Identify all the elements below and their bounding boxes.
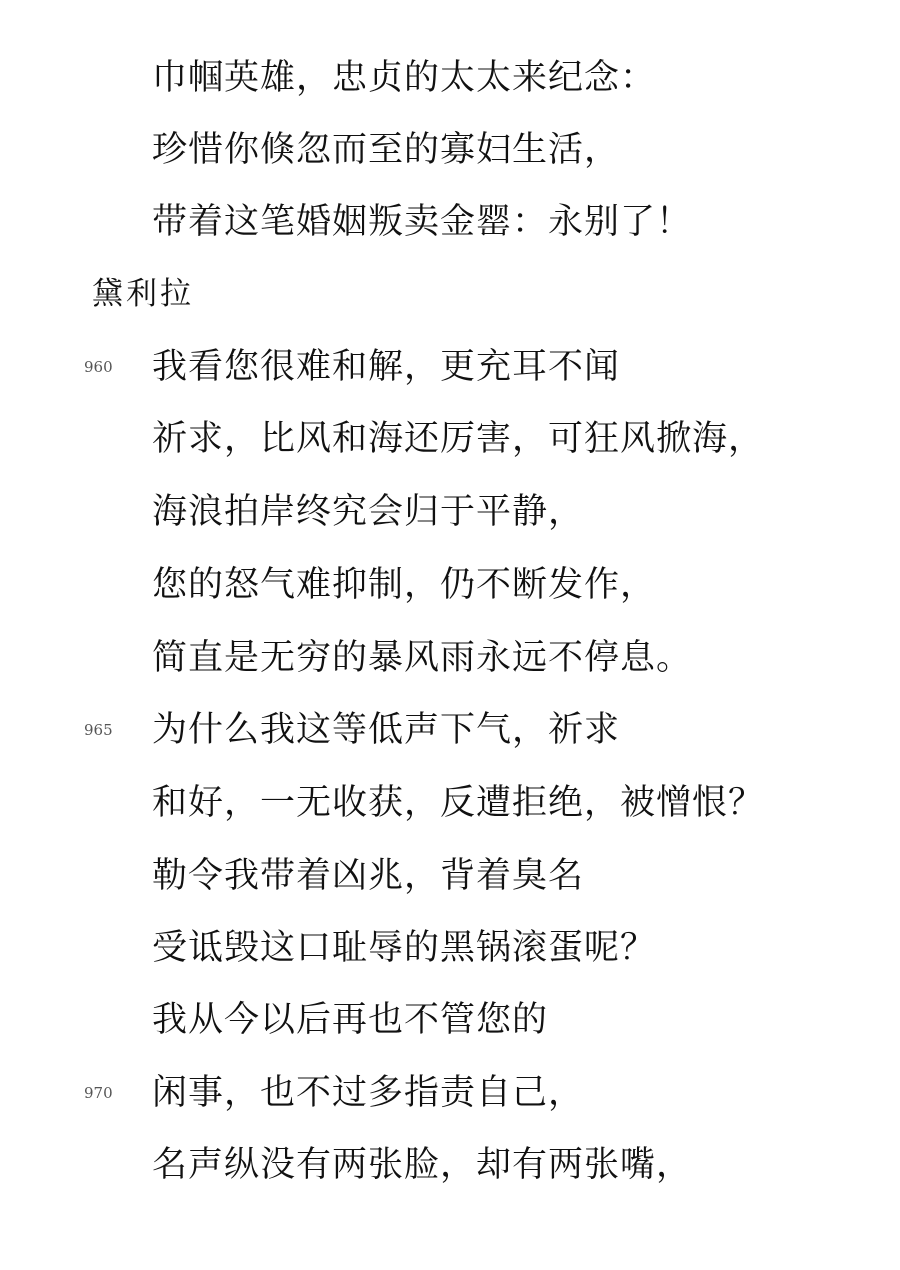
speaker-name: 黛利拉 xyxy=(92,276,194,312)
line-number: 970 xyxy=(84,1084,113,1102)
verse-line: 我看您很难和解，更充耳不闻 xyxy=(152,347,621,387)
verse-line: 和好，一无收获，反遭拒绝，被憎恨？ xyxy=(152,783,765,823)
verse-line: 受诋毁这口耻辱的黑锅滚蛋呢？ xyxy=(152,928,657,968)
verse-line: 简直是无穷的暴风雨永远不停息。 xyxy=(152,638,693,678)
verse-line: 我从今以后再也不管您的 xyxy=(152,1000,549,1040)
verse-line: 为什么我这等低声下气，祈求 xyxy=(152,710,621,750)
verse-line: 海浪拍岸终究会归于平静， xyxy=(152,492,585,532)
verse-line: 勒令我带着凶兆，背着臭名 xyxy=(152,856,585,896)
verse-line: 闲事，也不过多指责自己， xyxy=(152,1073,585,1113)
line-number: 965 xyxy=(84,721,113,739)
verse-line: 名声纵没有两张脸，却有两张嘴， xyxy=(152,1145,693,1185)
line-number: 960 xyxy=(84,358,113,376)
verse-line: 珍惜你倏忽而至的寡妇生活， xyxy=(152,130,621,170)
verse-line: 您的怒气难抑制，仍不断发作， xyxy=(152,565,657,605)
verse-line: 祈求，比风和海还厉害，可狂风掀海， xyxy=(152,419,765,459)
verse-line: 巾帼英雄，忠贞的太太来纪念： xyxy=(152,58,657,98)
verse-line: 带着这笔婚姻叛卖金罂：永别了！ xyxy=(152,202,693,242)
